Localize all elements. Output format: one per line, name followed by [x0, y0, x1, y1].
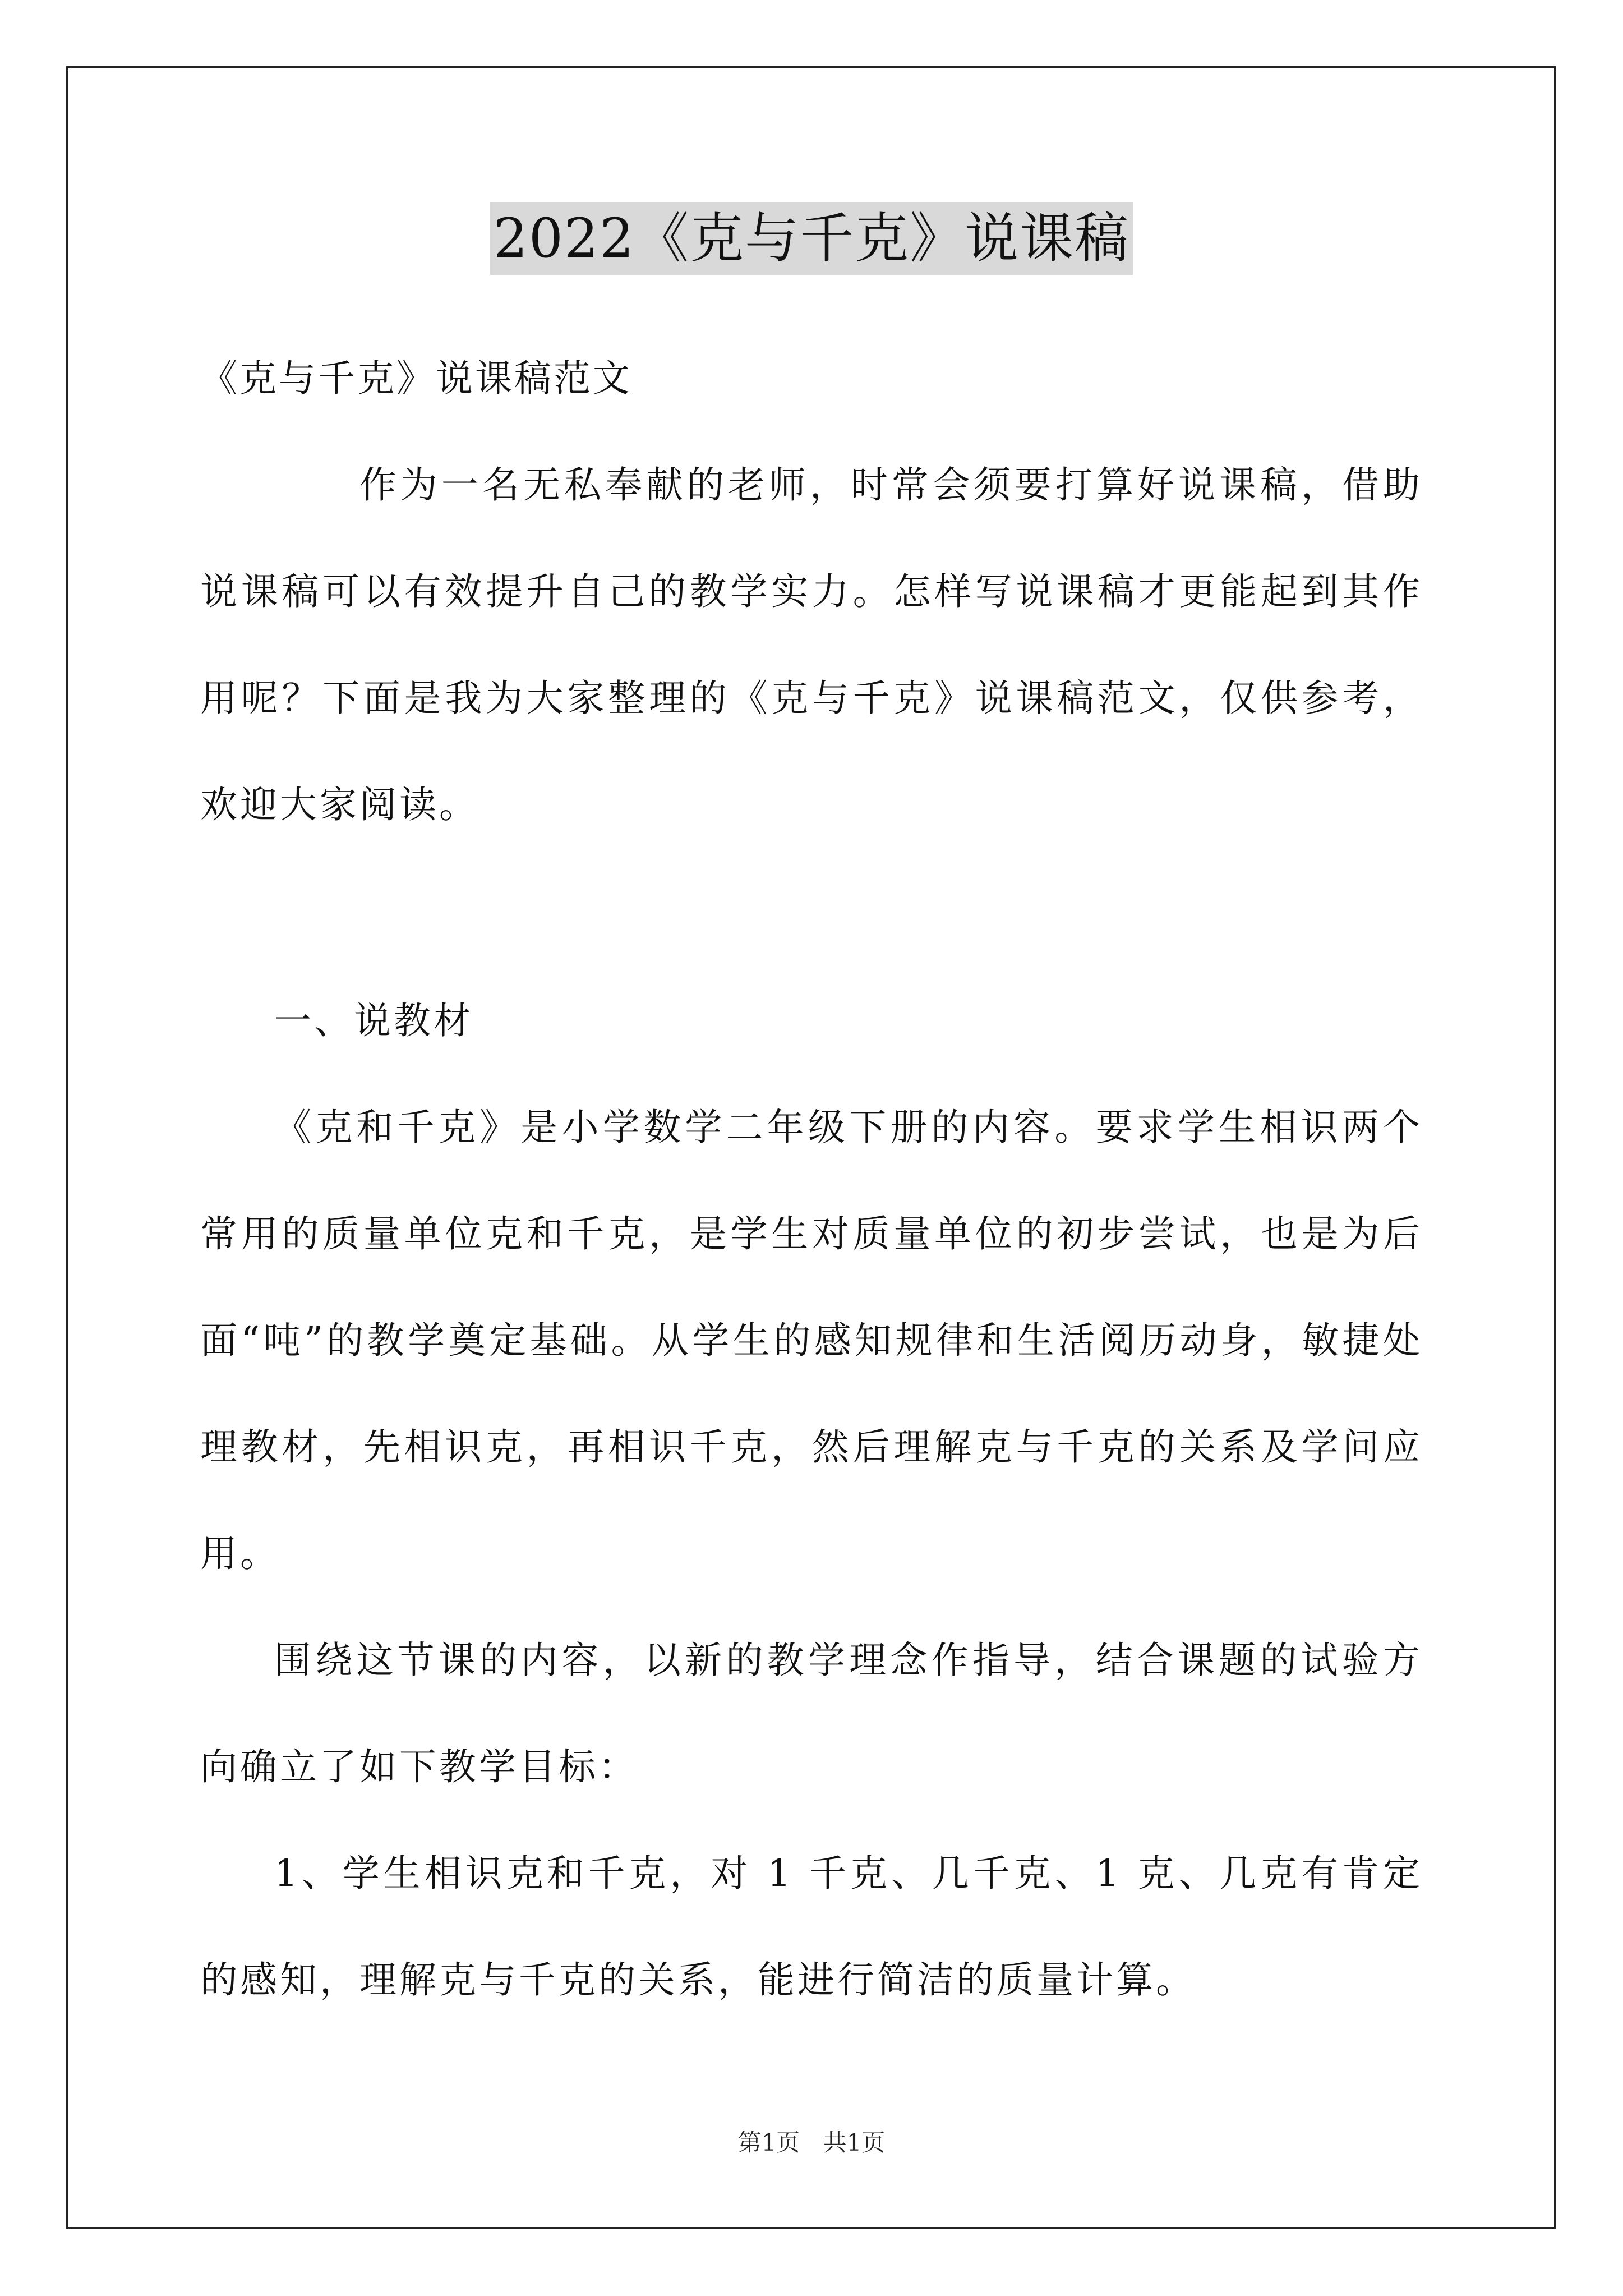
intro-paragraph: 作为一名无私奉献的老师，时常会须要打算好说课稿，借助说课稿可以有效提升自己的教学实力。怎样写说课稿才更能起到其作用呢？下面是我为大家整理的《克与千克》说课稿范文，仅供参考，欢迎大家阅读。 [200, 463, 1423, 826]
page-total: 共1页 [823, 2129, 886, 2156]
section-heading: 一、说教材 [274, 999, 473, 1042]
document-subtitle: 《克与千克》说课稿范文 [200, 357, 632, 400]
body-paragraph-3: 1、学生相识克和千克，对 1 千克、几千克、1 克、几克有肯定的感知，理解克与千克的关系，能进行简洁的质量计算。 [200, 1852, 1423, 2001]
page-number: 第1页 [737, 2129, 800, 2156]
body-paragraph-1: 《克和千克》是小学数学二年级下册的内容。要求学生相识两个常用的质量单位克和千克，是学生对质量单位的初步尝试，也是为后面“吨”的教学奠定基础。从学生的感知规律和生活阅历动身，敏捷处理教材，先相识克，再相识千克，然后理解克与千克的关系及学问应用。 [200, 1106, 1423, 1575]
document-title: 2022《克与千克》说课稿 [490, 202, 1133, 275]
page-footer [0, 2126, 1623, 2160]
body-paragraph-2: 围绕这节课的内容，以新的教学理念作指导，结合课题的试验方向确立了如下教学目标： [200, 1639, 1423, 1788]
title-container [0, 202, 1623, 275]
